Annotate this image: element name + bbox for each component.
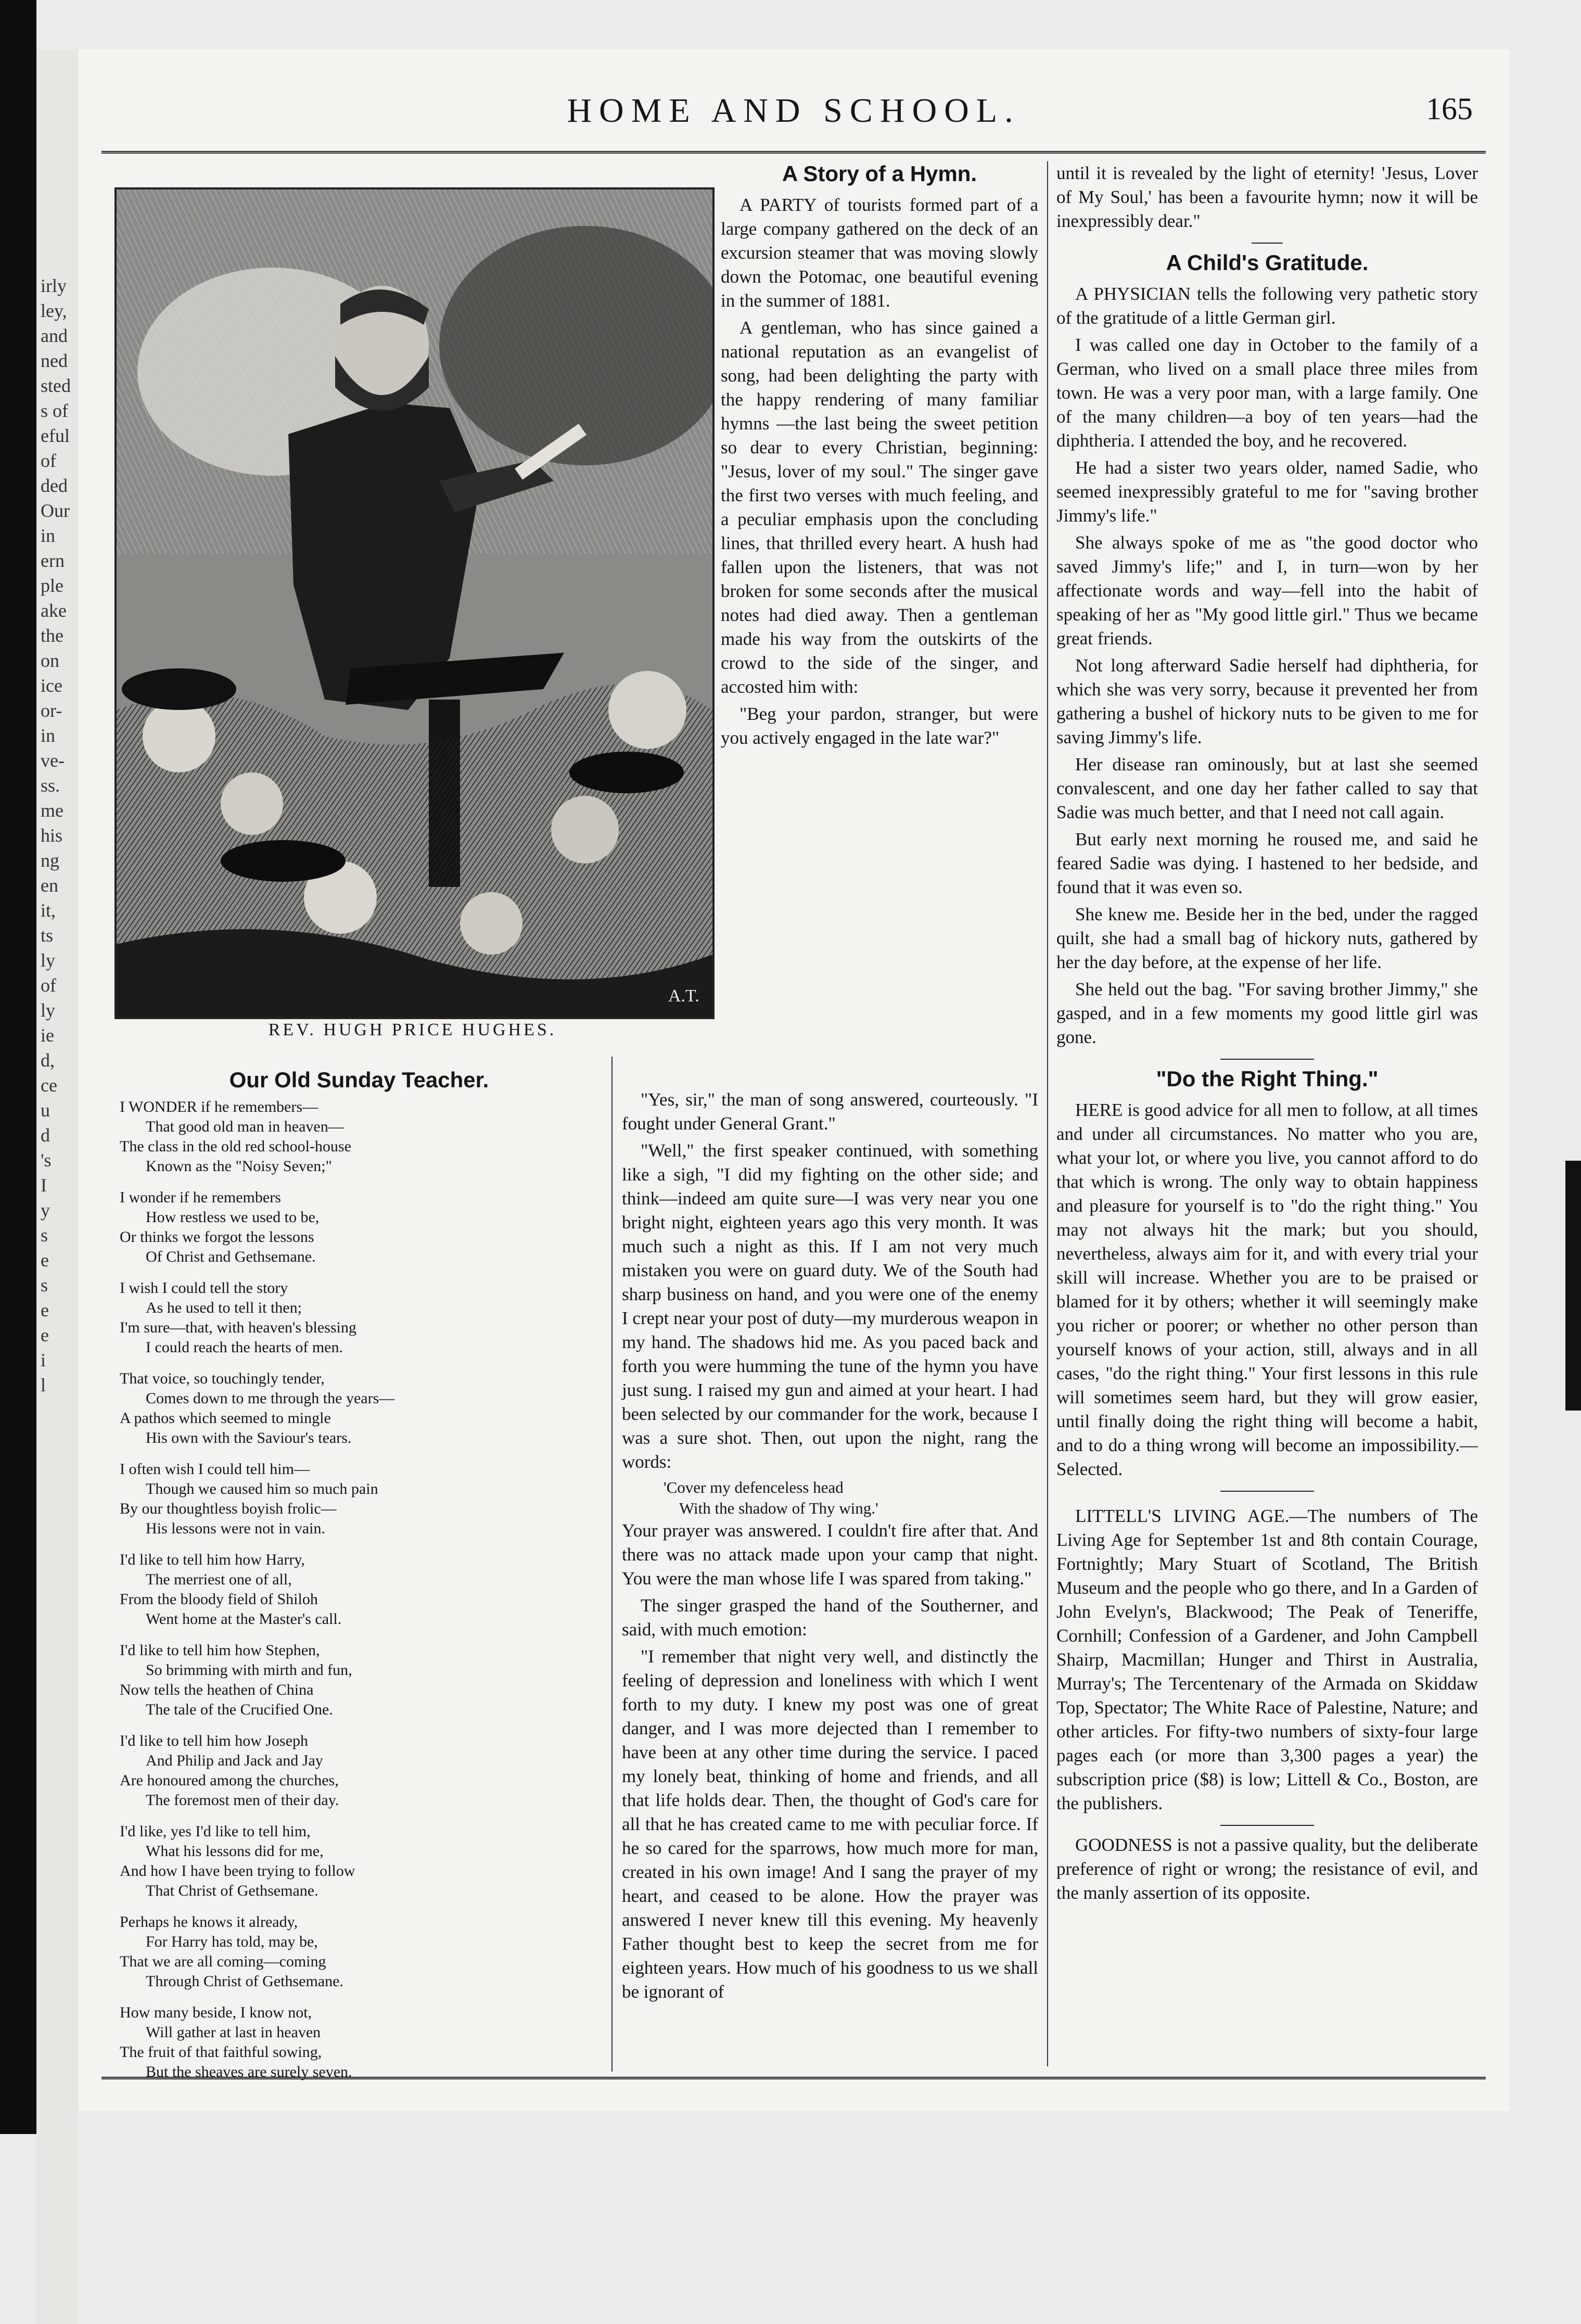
edge-fragment: ned (41, 350, 68, 371)
poem-line: Through Christ of Gethsemane. (146, 1973, 343, 1990)
hymn-title: A Story of a Hymn. (782, 161, 977, 186)
paragraph: But early next morning he roused me, and said he feared Sadie was dying. I hastened to her bedside, and found that it was even so. (1056, 829, 1478, 897)
poem-line: I wonder if he remembers (120, 1189, 281, 1206)
running-title: HOME AND SCHOOL. (567, 92, 1021, 130)
edge-fragment: me (41, 800, 63, 821)
section-rule (1220, 1059, 1314, 1060)
header-rule (101, 151, 1486, 156)
paragraph: I was called one day in October to the family of a German, who lived on a small place three miles from town. He was a very poor man, with a large family. One of the many children—a boy of ten years—had the diphtheria. I attended the boy, and he recovered. (1056, 335, 1478, 451)
paragraph: GOODNESS is not a passive quality, but the deliberate preference of right or wrong; the resistance of evil, and the manly assertion of its opposite. (1056, 1835, 1478, 1903)
paragraph: Your prayer was answered. I couldn't fire after that. And there was no attack made upon your camp that night. You were the man whose life I was spared from taking." (622, 1520, 1038, 1589)
quote-line: With the shadow of Thy wing.' (679, 1499, 878, 1517)
poem-line: From the bloody field of Shiloh (120, 1591, 318, 1608)
edge-fragment: ss. (41, 775, 60, 796)
paragraph: A PHYSICIAN tells the following very pathetic story of the gratitude of a little German girl. (1056, 284, 1478, 328)
poem-stanzas (120, 1097, 598, 2082)
paragraph: Her disease ran ominously, but at last she seemed convalescent, and one day her father called to say that Sadie was much better, and that I need not call again. (1056, 754, 1478, 822)
poem-line: His own with the Saviour's tears. (146, 1429, 352, 1446)
edge-fragment: ce (41, 1075, 57, 1096)
edge-fragment: I (41, 1175, 47, 1196)
poem-line: Are honoured among the churches, (120, 1772, 339, 1789)
poem-line: How restless we used to be, (146, 1209, 320, 1226)
scan-mark (1565, 1161, 1581, 1411)
poem-stanza (120, 1369, 598, 1448)
edge-fragment: it, (41, 900, 56, 921)
gratitude-title: A Child's Gratitude. (1166, 250, 1369, 275)
poem-line: Perhaps he knows it already, (120, 1913, 298, 1931)
illustration-caption: REV. HUGH PRICE HUGHES. (268, 1020, 557, 1039)
scan-edge (0, 0, 36, 2134)
poem-stanza (120, 2003, 598, 2082)
edge-fragment: ly (41, 1000, 56, 1021)
column-rule (611, 1057, 613, 2072)
paragraph: "Well," the first speaker continued, with something like a sigh, "I did my fighting on the other side; and think—indeed am quite sure—I was very near you one bright night, eighteen years ago this very month. It was much such a night as this. If I am not very much mistaken you were on guard duty. We of the South had sharp business on hand, and you were one of the enemy I crept near your post of duty—my murderous weapon in my hand. The shadows hid me. As you paced back and forth you were humming the tune of the hymn you have just sung. I raised my gun and aimed at your heart. I had been selected by our commander for the work, because I was a sure shot. Then, out upon the night, rang the words: (622, 1140, 1038, 1472)
poem-line: I could reach the hearts of men. (146, 1339, 343, 1356)
column-rule (1047, 161, 1048, 2066)
poem-line: For Harry has told, may be, (146, 1933, 318, 1950)
edge-fragment: s (41, 1225, 48, 1246)
poem-line: That good old man in heaven— (146, 1118, 344, 1135)
edge-fragment: and (41, 325, 68, 346)
edge-fragment: ie (41, 1025, 54, 1046)
section-rule (1220, 1491, 1314, 1492)
paragraph: He had a sister two years older, named Sadie, who seemed inexpressibly grateful to me for "saving brother Jimmy's life." (1056, 458, 1478, 526)
poem-stanza (120, 1912, 598, 1991)
poem-line: That we are all coming—coming (120, 1953, 326, 1970)
paragraph: "Beg your pardon, stranger, but were you actively engaged in the late war?" (721, 704, 1038, 748)
paragraph: She always spoke of me as "the good doctor who saved Jimmy's life;" and I, in turn—won by her affectionate words and way—fell into the habit of speaking of her as "My good little girl." Thus we became great friends. (1056, 532, 1478, 649)
poem-line: And Philip and Jack and Jay (146, 1752, 323, 1769)
poem-stanza (120, 1550, 598, 1629)
quote-line: 'Cover my defenceless head (664, 1478, 844, 1496)
poem-line: I wish I could tell the story (120, 1279, 288, 1297)
poem-title: Our Old Sunday Teacher. (229, 1068, 489, 1092)
poem-line: I WONDER if he remembers— (120, 1098, 318, 1115)
poem-stanza (120, 1822, 598, 1901)
edge-fragment: en (41, 875, 58, 896)
edge-fragment: ice (41, 675, 62, 696)
poem-line: Though we caused him so much pain (146, 1480, 378, 1497)
edge-fragment: in (41, 725, 56, 746)
edge-fragment: ng (41, 850, 59, 871)
engraving-svg (117, 189, 712, 1017)
poem-line: I'd like to tell him how Harry, (120, 1551, 305, 1568)
poem-stanza (120, 1731, 598, 1810)
poem-stanza (120, 1641, 598, 1720)
newspaper-page (78, 49, 1509, 2111)
edge-fragment: irly (41, 275, 67, 296)
edge-fragment: s of (41, 400, 68, 421)
poem-line: I'm sure—that, with heaven's blessing (120, 1319, 356, 1336)
poem-line: How many beside, I know not, (120, 2004, 312, 2021)
poem-column (120, 1067, 598, 2093)
paragraph: until it is revealed by the light of eternity! 'Jesus, Lover of My Soul,' has been a favourite hymn; now it will be inexpressibly dear." (1056, 163, 1478, 231)
paragraph: HERE is good advice for all men to follow, at all times and under all circumstances. No matter who you are, what your lot, or where you live, you cannot afford to do that which is wrong. The only way to obtain happiness and pleasure for yourself is to "do the right thing." You may not always hit the mark; but you should, nevertheless, always aim for it, and with every trial your skill will increase. Whether you are to be praised or blamed for it by others; whether it will seemingly make you richer or poorer; or whether no other person than yourself knows of your action, still, always and in all cases, "do the right thing." Your first lessons in this rule will sometimes seem hard, but they will grow easier, until finally doing the right thing will become a habit, and to do a thing wrong will become an impossibility.—Selected. (1056, 1100, 1478, 1479)
edge-fragment: of (41, 975, 56, 996)
poem-line: So brimming with mirth and fun, (146, 1661, 352, 1679)
edge-fragment: d (41, 1125, 50, 1146)
poem-line: By our thoughtless boyish frolic— (120, 1500, 337, 1517)
engraver-signature: A.T. (668, 986, 699, 1006)
edge-fragment: y (41, 1200, 50, 1221)
poem-line: The class in the old red school-house (120, 1138, 351, 1155)
poem-stanza (120, 1278, 598, 1357)
adjacent-page-fragment (36, 49, 78, 2324)
poem-line: The merriest one of all, (146, 1571, 292, 1588)
page-header (78, 91, 1509, 154)
edge-fragment: eful (41, 425, 70, 446)
poem-line: A pathos which seemed to mingle (120, 1409, 331, 1427)
poem-line: The fruit of that faithful sowing, (120, 2043, 322, 2061)
paragraph: She held out the bag. "For saving brother Jimmy," she gasped, and in a few moments my good little girl was gone. (1056, 979, 1478, 1047)
engraving-illustration (114, 187, 715, 1019)
poem-stanza (120, 1459, 598, 1539)
gratitude-text (1056, 282, 1478, 1049)
poem-line: Now tells the heathen of China (120, 1681, 314, 1698)
edge-fragment: or- (41, 700, 62, 721)
paragraph: A PARTY of tourists formed part of a large company gathered on the deck of an excursion steamer that was moving slowly down the Potomac, one beautiful evening in the summer of 1881. (721, 195, 1038, 311)
edge-fragment: e (41, 1325, 49, 1345)
edge-fragment: s (41, 1275, 48, 1296)
edge-fragment: ts (41, 925, 54, 946)
poem-line: I'd like to tell him how Joseph (120, 1732, 309, 1749)
edge-fragment: ve- (41, 750, 65, 771)
edge-fragment: d, (41, 1050, 55, 1071)
hymn-quote (622, 1477, 1038, 1519)
edge-fragment: ded (41, 475, 68, 496)
edge-fragment: ple (41, 575, 63, 596)
hymn-column-1 (721, 159, 1038, 753)
edge-fragment: ern (41, 550, 65, 571)
poem-line: I'd like to tell him how Stephen, (120, 1642, 320, 1659)
poem-line: His lessons were not in vain. (146, 1520, 325, 1537)
poem-line: I often wish I could tell him— (120, 1461, 310, 1478)
poem-stanza (120, 1097, 598, 1176)
poem-line: Went home at the Master's call. (146, 1610, 342, 1628)
paragraph: Not long afterward Sadie herself had diphtheria, for which she was very sorry, because it prevented her from gathering a bushel of hickory nuts to be given to me for saving Jimmy's life. (1056, 655, 1478, 747)
paragraph: LITTELL'S LIVING AGE.—The numbers of The Living Age for September 1st and 8th contain Courage, Fortnightly; Mary Stuart of Scotland, The British Museum and the people who go there, and In a Garden of John Evelyn's, Blackwood; The Peak of Teneriffe, Cornhill; Confession of a Gardener, and John Campbell Shairp, Macmillan; Hunger and Thirst in Australia, Murray's; The Tercentenary of the Armada on Skiddaw Top, Spectator; The White Race of Palestine, Nature; and other articles. For fifty-two numbers of sixty-four large pages each (or more than 3,300 pages a year) the subscription price ($8) is low; Littell & Co., Boston, are the publishers. (1056, 1506, 1478, 1813)
page-number: 165 (1426, 92, 1473, 126)
edge-fragment: of (41, 450, 56, 471)
right-column (1056, 161, 1478, 1908)
poem-line: Or thinks we forgot the lessons (120, 1228, 314, 1246)
edge-fragment: ake (41, 600, 67, 621)
poem-line: I'd like, yes I'd like to tell him, (120, 1823, 311, 1840)
edge-fragment: the (41, 625, 63, 646)
edge-fragment: sted (41, 375, 71, 396)
edge-fragment: in (41, 525, 56, 546)
edge-fragment: his (41, 825, 63, 846)
poem-line: Comes down to me through the years— (146, 1390, 395, 1407)
edge-fragment: e (41, 1300, 49, 1320)
section-ornament (1252, 243, 1283, 244)
paragraph: She knew me. Beside her in the bed, under the ragged quilt, she had a small bag of hickory nuts, gathered by her the day before, at the expense of her life. (1056, 904, 1478, 972)
poem-line: But the sheaves are surely seven. (146, 2063, 352, 2080)
paragraph: "I remember that night very well, and distinctly the feeling of depression and loneliness with which I went forth to my duty. I knew my post was one of great danger, and I was more dejected than I remember to have been at any other time during the service. I paced my lonely beat, thinking of home and friends, and all that life holds dear. Then, the thought of God's care for all that he has created came to me with peculiar force. If he so cared for the sparrows, how much more for man, created in his own image! And I sang the prayer of my heart, and ceased to be alone. How the prayer was answered I never knew till this evening. My heavenly Father thought best to keep the secret from me for eighteen years. How much of his goodness to us we shall be ignorant of (622, 1646, 1038, 2002)
poem-line: The tale of the Crucified One. (146, 1701, 333, 1718)
poem-line: That Christ of Gethsemane. (146, 1882, 318, 1899)
paragraph: The singer grasped the hand of the Southerner, and said, with much emotion: (622, 1595, 1038, 1640)
poem-stanza (120, 1188, 598, 1267)
edge-fragment: ley, (41, 300, 67, 321)
edge-fragment: i (41, 1350, 46, 1370)
poem-line: That voice, so touchingly tender, (120, 1370, 325, 1387)
right-thing-title: "Do the Right Thing." (1156, 1066, 1379, 1091)
edge-fragment: ly (41, 950, 56, 971)
section-rule (1220, 1825, 1314, 1826)
edge-fragment: on (41, 650, 59, 671)
poem-line: The foremost men of their day. (146, 1792, 339, 1809)
poem-line: And how I have been trying to follow (120, 1862, 355, 1879)
poem-line: What his lessons did for me, (146, 1843, 324, 1860)
poem-line: Of Christ and Gethsemane. (146, 1248, 316, 1265)
poem-line: Known as the "Noisy Seven;" (146, 1158, 332, 1175)
poem-line: Will gather at last in heaven (146, 2024, 321, 2041)
paragraph: "Yes, sir," the man of song answered, courteously. "I fought under General Grant." (622, 1089, 1038, 1134)
paragraph: A gentleman, who has since gained a national reputation as an evangelist of song, had been delighting the party with the happy rendering of many familiar hymns —the last being the sweet petition so dear to every Christian, beginning: "Jesus, lover of my soul." The singer gave the first two verses with much feeling, and a peculiar emphasis upon the concluding lines, that thrilled every heart. A hush had fallen upon the listeners, that was not broken for some seconds after the musical notes had died away. Then a gentleman made his way from the outskirts of the crowd to the side of the singer, and accosted him with: (721, 318, 1038, 697)
poem-line: As he used to tell it then; (146, 1299, 302, 1316)
edge-fragment: e (41, 1250, 49, 1271)
hymn-column-2 (622, 1088, 1038, 2007)
edge-fragment: l (41, 1375, 46, 1395)
footer-rule (101, 2077, 1486, 2081)
edge-fragment: 's (41, 1150, 52, 1171)
edge-fragment: Our (41, 500, 70, 521)
edge-fragment: u (41, 1100, 50, 1121)
